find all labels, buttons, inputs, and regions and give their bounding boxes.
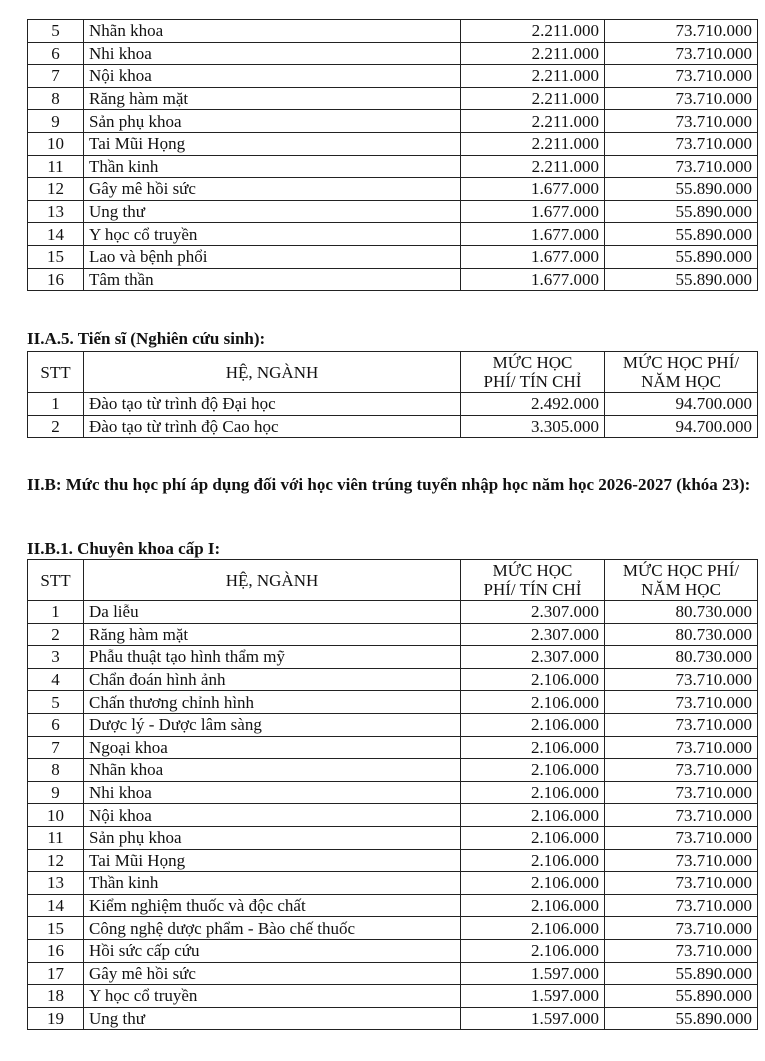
row-name: Lao và bệnh phổi — [84, 245, 461, 268]
row-stt: 14 — [28, 223, 84, 246]
row-year-fee: 73.710.000 — [605, 826, 758, 849]
row-name: Thần kinh — [84, 872, 461, 895]
row-credit-fee: 2.211.000 — [461, 65, 605, 88]
row-year-fee: 73.710.000 — [605, 939, 758, 962]
row-year-fee: 73.710.000 — [605, 759, 758, 782]
row-credit-fee: 2.106.000 — [461, 691, 605, 714]
row-year-fee: 55.890.000 — [605, 223, 758, 246]
row-credit-fee: 3.305.000 — [461, 415, 605, 438]
row-name: Ngoại khoa — [84, 736, 461, 759]
row-year-fee: 80.730.000 — [605, 601, 758, 624]
row-credit-fee: 1.677.000 — [461, 178, 605, 201]
row-credit-fee: 2.106.000 — [461, 849, 605, 872]
row-stt: 18 — [28, 985, 84, 1008]
row-stt: 2 — [28, 623, 84, 646]
table-row — [28, 872, 758, 895]
table-row — [28, 713, 758, 736]
row-name: Nội khoa — [84, 804, 461, 827]
row-stt: 19 — [28, 1007, 84, 1030]
table-row — [28, 691, 758, 714]
row-year-fee: 73.710.000 — [605, 849, 758, 872]
row-name: Phẫu thuật tạo hình thẩm mỹ — [84, 646, 461, 669]
row-stt: 7 — [28, 736, 84, 759]
row-stt: 15 — [28, 917, 84, 940]
row-name: Răng hàm mặt — [84, 623, 461, 646]
table-row — [28, 87, 758, 110]
row-credit-fee: 2.211.000 — [461, 42, 605, 65]
table-row — [28, 623, 758, 646]
header-credit-line2: PHÍ/ TÍN CHỈ — [483, 580, 582, 599]
row-name: Y học cổ truyền — [84, 223, 461, 246]
section-heading-b: II.B: Mức thu học phí áp dụng đối với học viên trúng tuyển nhập học năm học 2026-2027 (khóa 23): — [27, 475, 751, 494]
row-credit-fee: 2.106.000 — [461, 668, 605, 691]
table-row — [28, 415, 758, 438]
row-name: Ung thư — [84, 200, 461, 223]
row-year-fee: 55.890.000 — [605, 245, 758, 268]
table-row — [28, 759, 758, 782]
row-year-fee: 73.710.000 — [605, 781, 758, 804]
row-year-fee: 73.710.000 — [605, 65, 758, 88]
row-name: Nội khoa — [84, 65, 461, 88]
row-credit-fee: 1.677.000 — [461, 245, 605, 268]
header-credit-line1: MỨC HỌC — [492, 561, 573, 580]
table-row — [28, 223, 758, 246]
row-name: Y học cổ truyền — [84, 985, 461, 1008]
header-name: HỆ, NGÀNH — [84, 352, 461, 393]
header-year-fee — [605, 560, 758, 601]
row-name: Nhãn khoa — [84, 759, 461, 782]
row-stt: 6 — [28, 713, 84, 736]
header-credit-line2: PHÍ/ TÍN CHỈ — [483, 372, 582, 391]
row-stt: 16 — [28, 268, 84, 291]
table-row — [28, 962, 758, 985]
table-row — [28, 894, 758, 917]
row-year-fee: 73.710.000 — [605, 917, 758, 940]
row-year-fee: 73.710.000 — [605, 736, 758, 759]
header-credit-fee — [461, 352, 605, 393]
row-year-fee: 73.710.000 — [605, 872, 758, 895]
table-row — [28, 646, 758, 669]
row-name: Tai Mũi Họng — [84, 849, 461, 872]
row-stt: 17 — [28, 962, 84, 985]
row-year-fee: 94.700.000 — [605, 393, 758, 416]
table-row — [28, 668, 758, 691]
row-year-fee: 73.710.000 — [605, 20, 758, 43]
row-year-fee: 73.710.000 — [605, 691, 758, 714]
row-stt: 14 — [28, 894, 84, 917]
row-name: Nhãn khoa — [84, 20, 461, 43]
row-stt: 13 — [28, 872, 84, 895]
row-name: Răng hàm mặt — [84, 87, 461, 110]
row-year-fee: 55.890.000 — [605, 200, 758, 223]
row-credit-fee: 2.106.000 — [461, 713, 605, 736]
row-credit-fee: 1.677.000 — [461, 200, 605, 223]
row-stt: 4 — [28, 668, 84, 691]
row-name: Nhi khoa — [84, 781, 461, 804]
row-credit-fee: 2.106.000 — [461, 872, 605, 895]
row-name: Hồi sức cấp cứu — [84, 939, 461, 962]
row-credit-fee: 2.106.000 — [461, 939, 605, 962]
row-credit-fee: 2.307.000 — [461, 646, 605, 669]
row-year-fee: 73.710.000 — [605, 87, 758, 110]
header-year-line1: MỨC HỌC PHÍ/ — [622, 353, 740, 372]
row-stt: 1 — [28, 601, 84, 624]
table-row — [28, 985, 758, 1008]
row-year-fee: 55.890.000 — [605, 962, 758, 985]
row-year-fee: 55.890.000 — [605, 985, 758, 1008]
row-name: Da liễu — [84, 601, 461, 624]
row-name: Kiểm nghiệm thuốc và độc chất — [84, 894, 461, 917]
table-row — [28, 736, 758, 759]
table-row — [28, 245, 758, 268]
row-credit-fee: 2.211.000 — [461, 20, 605, 43]
row-name: Công nghệ dược phẩm - Bào chế thuốc — [84, 917, 461, 940]
row-stt: 6 — [28, 42, 84, 65]
row-credit-fee: 2.307.000 — [461, 623, 605, 646]
row-year-fee: 73.710.000 — [605, 668, 758, 691]
row-stt: 3 — [28, 646, 84, 669]
row-name: Ung thư — [84, 1007, 461, 1030]
row-year-fee: 80.730.000 — [605, 623, 758, 646]
row-year-fee: 55.890.000 — [605, 178, 758, 201]
row-stt: 15 — [28, 245, 84, 268]
table-row — [28, 155, 758, 178]
header-year-line2: NĂM HỌC — [641, 580, 721, 599]
row-year-fee: 55.890.000 — [605, 1007, 758, 1030]
header-credit-line1: MỨC HỌC — [492, 353, 573, 372]
table-row — [28, 268, 758, 291]
row-year-fee: 55.890.000 — [605, 268, 758, 291]
row-credit-fee: 1.597.000 — [461, 1007, 605, 1030]
row-credit-fee: 2.106.000 — [461, 826, 605, 849]
table-row — [28, 132, 758, 155]
row-stt: 5 — [28, 691, 84, 714]
table-row — [28, 939, 758, 962]
fee-table-b1-body — [28, 601, 758, 1030]
row-name: Đào tạo từ trình độ Đại học — [84, 393, 461, 416]
row-credit-fee: 1.597.000 — [461, 962, 605, 985]
row-credit-fee: 1.597.000 — [461, 985, 605, 1008]
row-stt: 5 — [28, 20, 84, 43]
table-row — [28, 65, 758, 88]
header-stt: STT — [28, 352, 84, 393]
row-stt: 11 — [28, 155, 84, 178]
row-year-fee: 73.710.000 — [605, 713, 758, 736]
table-row — [28, 178, 758, 201]
row-year-fee: 73.710.000 — [605, 804, 758, 827]
table-row — [28, 601, 758, 624]
row-credit-fee: 2.211.000 — [461, 87, 605, 110]
table-row — [28, 20, 758, 43]
table-row — [28, 826, 758, 849]
row-credit-fee: 2.211.000 — [461, 132, 605, 155]
row-name: Chấn thương chỉnh hình — [84, 691, 461, 714]
row-name: Tai Mũi Họng — [84, 132, 461, 155]
row-name: Nhi khoa — [84, 42, 461, 65]
row-stt: 9 — [28, 110, 84, 133]
row-name: Đào tạo từ trình độ Cao học — [84, 415, 461, 438]
table-row — [28, 200, 758, 223]
table-row — [28, 849, 758, 872]
row-stt: 12 — [28, 849, 84, 872]
table-row — [28, 917, 758, 940]
row-year-fee: 80.730.000 — [605, 646, 758, 669]
fee-table-phd — [27, 351, 758, 438]
row-credit-fee: 2.106.000 — [461, 804, 605, 827]
header-credit-fee — [461, 560, 605, 601]
row-name: Gây mê hồi sức — [84, 962, 461, 985]
table-row — [28, 1007, 758, 1030]
row-name: Dược lý - Dược lâm sàng — [84, 713, 461, 736]
table-header-row — [28, 560, 758, 601]
row-credit-fee: 1.677.000 — [461, 223, 605, 246]
row-stt: 16 — [28, 939, 84, 962]
table-row — [28, 804, 758, 827]
row-year-fee: 73.710.000 — [605, 894, 758, 917]
row-name: Sản phụ khoa — [84, 826, 461, 849]
section-heading-b1: II.B.1. Chuyên khoa cấp I: — [27, 539, 221, 558]
row-credit-fee: 2.492.000 — [461, 393, 605, 416]
row-stt: 8 — [28, 87, 84, 110]
row-year-fee: 73.710.000 — [605, 132, 758, 155]
row-stt: 9 — [28, 781, 84, 804]
header-stt: STT — [28, 560, 84, 601]
row-credit-fee: 2.106.000 — [461, 759, 605, 782]
header-year-line2: NĂM HỌC — [641, 372, 721, 391]
row-year-fee: 94.700.000 — [605, 415, 758, 438]
row-credit-fee: 1.677.000 — [461, 268, 605, 291]
row-credit-fee: 2.106.000 — [461, 736, 605, 759]
row-credit-fee: 2.106.000 — [461, 917, 605, 940]
row-year-fee: 73.710.000 — [605, 110, 758, 133]
row-stt: 8 — [28, 759, 84, 782]
row-year-fee: 73.710.000 — [605, 155, 758, 178]
header-name: HỆ, NGÀNH — [84, 560, 461, 601]
row-name: Thần kinh — [84, 155, 461, 178]
row-name: Sản phụ khoa — [84, 110, 461, 133]
table-row — [28, 110, 758, 133]
header-year-fee — [605, 352, 758, 393]
row-credit-fee: 2.307.000 — [461, 601, 605, 624]
header-year-line1: MỨC HỌC PHÍ/ — [622, 561, 740, 580]
table-header-row — [28, 352, 758, 393]
row-stt: 1 — [28, 393, 84, 416]
row-stt: 12 — [28, 178, 84, 201]
row-stt: 2 — [28, 415, 84, 438]
row-stt: 10 — [28, 804, 84, 827]
row-credit-fee: 2.106.000 — [461, 781, 605, 804]
row-credit-fee: 2.211.000 — [461, 110, 605, 133]
table-row — [28, 42, 758, 65]
fee-table-continued — [27, 19, 758, 291]
row-name: Tâm thần — [84, 268, 461, 291]
row-credit-fee: 2.106.000 — [461, 894, 605, 917]
fee-table-phd-body — [28, 393, 758, 438]
row-stt: 10 — [28, 132, 84, 155]
fee-table-b1 — [27, 559, 758, 1030]
row-stt: 11 — [28, 826, 84, 849]
row-stt: 7 — [28, 65, 84, 88]
row-name: Chẩn đoán hình ảnh — [84, 668, 461, 691]
table-row — [28, 393, 758, 416]
row-name: Gây mê hồi sức — [84, 178, 461, 201]
row-year-fee: 73.710.000 — [605, 42, 758, 65]
section-heading-phd: II.A.5. Tiến sĩ (Nghiên cứu sinh): — [27, 329, 266, 348]
table-row — [28, 781, 758, 804]
row-stt: 13 — [28, 200, 84, 223]
row-credit-fee: 2.211.000 — [461, 155, 605, 178]
fee-table-continued-body — [28, 20, 758, 291]
